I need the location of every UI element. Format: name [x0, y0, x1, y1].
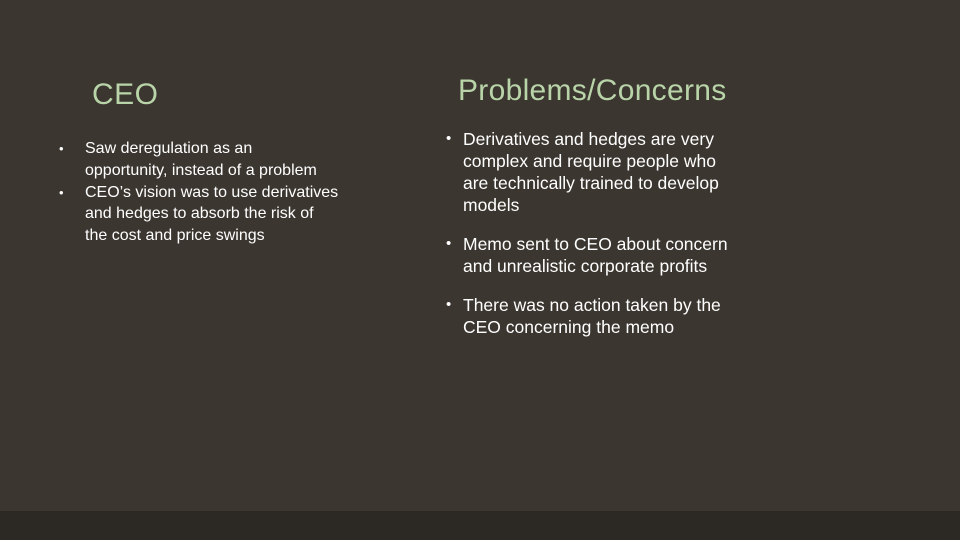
ceo-bullet-item: [59, 138, 339, 182]
bullet-dot-icon: •: [59, 141, 64, 156]
bullet-dot-icon: •: [446, 130, 452, 147]
problems-concerns-heading: Problems/Concerns: [458, 74, 727, 107]
problems-bullet-text: Memo sent to CEO about concern and unrealistic corporate profits: [463, 234, 728, 276]
problems-bullet-item: [446, 233, 746, 277]
ceo-heading: CEO: [92, 78, 159, 111]
bullet-dot-icon: •: [59, 184, 64, 200]
ceo-bullet-text: CEO’s vision was to use derivatives and hedges to absorb the risk of the cost and price swings: [85, 183, 339, 245]
ceo-bullet-list: [59, 138, 339, 247]
problems-bullet-item: [446, 294, 746, 338]
problems-bullet-text: Derivatives and hedges are very complex and require people who are technically trained to develop models: [463, 129, 719, 215]
bullet-dot-icon: •: [446, 296, 452, 313]
ceo-bullet-item: [59, 182, 339, 247]
problems-bullet-text: There was no action taken by the CEO concerning the memo: [463, 295, 721, 337]
bullet-dot-icon: •: [446, 235, 452, 252]
problems-bullet-item: [446, 128, 746, 216]
footer-band: [0, 511, 960, 540]
ceo-bullet-text: Saw deregulation as an opportunity, instead of a problem: [85, 140, 317, 179]
problems-bullet-list: [446, 128, 746, 355]
